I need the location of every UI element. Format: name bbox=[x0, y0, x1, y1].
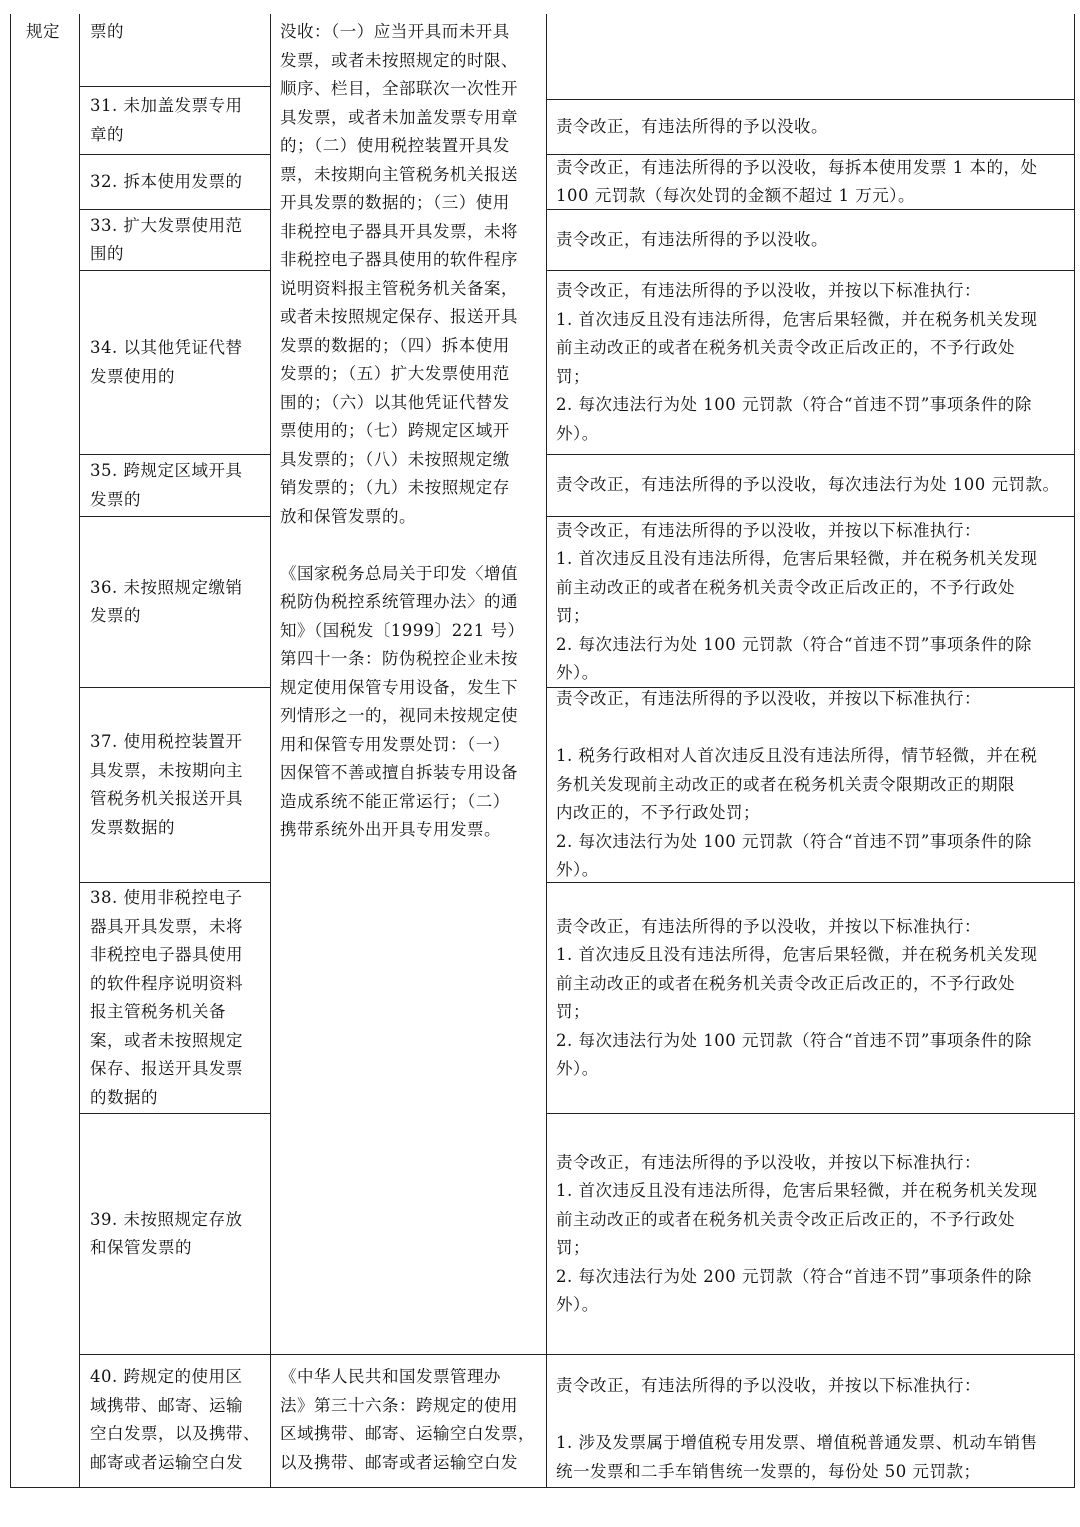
penalty-standard-cell bbox=[556, 455, 1074, 516]
legal-basis-cell: 《中华人民共和国发票管理办 法》第三十六条：跨规定的使用 区域携带、邮寄、运输空白发票， 以及携带、邮寄或者运输空白发 bbox=[280, 1367, 535, 1472]
penalty-standard-cell bbox=[556, 517, 1074, 687]
item-cell bbox=[90, 155, 275, 209]
table-border-left bbox=[10, 14, 11, 1488]
item-cell bbox=[90, 210, 275, 270]
standard-text: 责令改正，有违法所得的予以没收，并按以下标准执行： 1. 首次违反且没有违法所得，危害后果轻微，并在税务机关发现 前主动改正的或者在税务机关责令改正后改正的，不予行政处 罚； 2. 每次违法行为处 100 元罚款（符合“首违不罚”事项条件的除 外）。 bbox=[556, 520, 1038, 682]
penalty-standard-cell bbox=[556, 155, 1074, 209]
penalty-standard-cell bbox=[556, 1114, 1074, 1354]
category-cell: 规定 bbox=[26, 22, 60, 41]
penalty-standard-cell bbox=[556, 883, 1074, 1113]
standard-text: 责令改正，有违法所得的予以没收。 bbox=[556, 229, 828, 249]
penalty-standard-cell bbox=[556, 210, 1074, 270]
item-text: 37. 使用税控装置开 具发票，未按期向主 管税务机关报送开具 发票数据的 bbox=[90, 732, 243, 837]
penalty-standard-cell bbox=[556, 100, 1074, 154]
item-text: 35. 跨规定区域开具 发票的 bbox=[90, 461, 243, 509]
penalty-standards-table bbox=[10, 14, 1075, 1488]
table-border-right bbox=[1074, 14, 1075, 1488]
table-border-bottom bbox=[10, 1487, 1075, 1488]
item-text: 32. 拆本使用发票的 bbox=[90, 171, 243, 191]
item-text: 39. 未按照规定存放 和保管发票的 bbox=[90, 1209, 243, 1257]
standard-text: 责令改正，有违法所得的予以没收，并按以下标准执行： 1. 首次违反且没有违法所得，危害后果轻微，并在税务机关发现 前主动改正的或者在税务机关责令改正后改正的，不予行政处 罚； 2. 每次违法行为处 100 元罚款（符合“首违不罚”事项条件的除 外）。 bbox=[556, 916, 1038, 1078]
standard-text: 责令改正，有违法所得的予以没收，并按以下标准执行： 1. 首次违反且没有违法所得，危害后果轻微，并在税务机关发现 前主动改正的或者在税务机关责令改正后改正的，不予行政处 罚； 2. 每次违法行为处 100 元罚款（符合“首违不罚”事项条件的除 外）。 bbox=[556, 281, 1038, 443]
item-cell bbox=[90, 688, 275, 882]
item-cell bbox=[90, 1114, 275, 1354]
standard-text: 责令改正，有违法所得的予以没收，每次违法行为处 100 元罚款。 bbox=[556, 475, 1060, 495]
item-cell bbox=[90, 455, 275, 516]
row-divider bbox=[79, 1354, 271, 1355]
penalty-standard-cell: 责令改正，有违法所得的予以没收，并按以下标准执行： 1. 涉及发票属于增值税专用发票、增值税普通发票、机动车销售 统一发票和二手车销售统一发票的，每份处 50 元罚款； bbox=[556, 1376, 1038, 1481]
item-text: 38. 使用非税控电子 器具开具发票，未将 非税控电子器具使用 的软件程序说明资料 报主管税务机关备 案，或者未按照规定 保存、报送开具发票 的数据的 bbox=[90, 888, 243, 1107]
penalty-standard-cell bbox=[556, 18, 1074, 98]
item-cell bbox=[90, 271, 275, 454]
standard-text: 责令改正，有违法所得的予以没收，每拆本使用发票 1 本的，处 100 元罚款（每次处罚的金额不超过 1 万元）。 bbox=[556, 157, 1038, 205]
item-cell bbox=[90, 87, 275, 154]
legal-basis-cell: 没收：（一）应当开具而未开具 发票，或者未按照规定的时限、 顺序、栏目，全部联次一次性开 具发票，或者未加盖发票专用章 的；（二）使用税控装置开具发 票，未按期向主管税务机关报送 开具发票的数据的；（三）使用 非税控电子器具开具发票，未将 非税控电子器具使用的软件程序 说明资料报主管税务机关备案， 或者未按照规定保存、报送开具 发票的数据的；（四）拆本使用 发票的；（五）扩大发票使用范 围的；（六）以其他凭证代替发 票使用的；（七）跨规定区域开 具发票的；（八）未按照规定缴 销发票的；（九）未按照规定存 放和保管发票的。 《国家税务总局关于印发〈增值 税防伪税控系统管理办法〉的通 知》（国税发〔1999〕221 号） 第四十一条：防伪税控企业未按 规定使用保管专用设备，发生下 列情形之一的，视同未按规定使 用和保管专用发票处罚：（一） 因保管不善或擅自拆装专用设备 造成系统不能正常运行；（二） 携带系统外出开具专用发票。 bbox=[280, 22, 525, 839]
standard-text: 责令改正，有违法所得的予以没收。 bbox=[556, 116, 828, 136]
standard-text: 责令改正，有违法所得的予以没收，并按以下标准执行： 1. 税务行政相对人首次违反且没有违法所得，情节轻微，并在税 务机关发现前主动改正的或者在税务机关责令限期改正的期限 内改正的，不予行政处罚； 2. 每次违法行为处 100 元罚款（符合“首违不罚”事项条件的除 外）。 bbox=[556, 689, 1038, 880]
item-text: 36. 未按照规定缴销 发票的 bbox=[90, 577, 243, 625]
row-divider bbox=[546, 1354, 1075, 1355]
penalty-standard-cell bbox=[556, 688, 1074, 882]
item-text: 31. 未加盖发票专用 章的 bbox=[90, 96, 243, 144]
item-cell: 票的 bbox=[90, 22, 124, 41]
row-divider bbox=[270, 1354, 547, 1355]
item-text: 34. 以其他凭证代替 发票使用的 bbox=[90, 338, 243, 386]
item-cell bbox=[90, 883, 275, 1113]
penalty-standard-cell bbox=[556, 271, 1074, 454]
column-divider bbox=[546, 14, 547, 1488]
item-text: 33. 扩大发票使用范 围的 bbox=[90, 215, 243, 263]
column-divider bbox=[79, 14, 80, 1488]
item-cell bbox=[90, 517, 275, 687]
standard-text: 责令改正，有违法所得的予以没收，并按以下标准执行： 1. 首次违反且没有违法所得，危害后果轻微，并在税务机关发现 前主动改正的或者在税务机关责令改正后改正的，不予行政处 罚； 2. 每次违法行为处 200 元罚款（符合“首违不罚”事项条件的除 外）。 bbox=[556, 1152, 1038, 1314]
item-cell: 40. 跨规定的使用区 域携带、邮寄、运输 空白发票，以及携带、 邮寄或者运输空白发 bbox=[90, 1367, 260, 1472]
